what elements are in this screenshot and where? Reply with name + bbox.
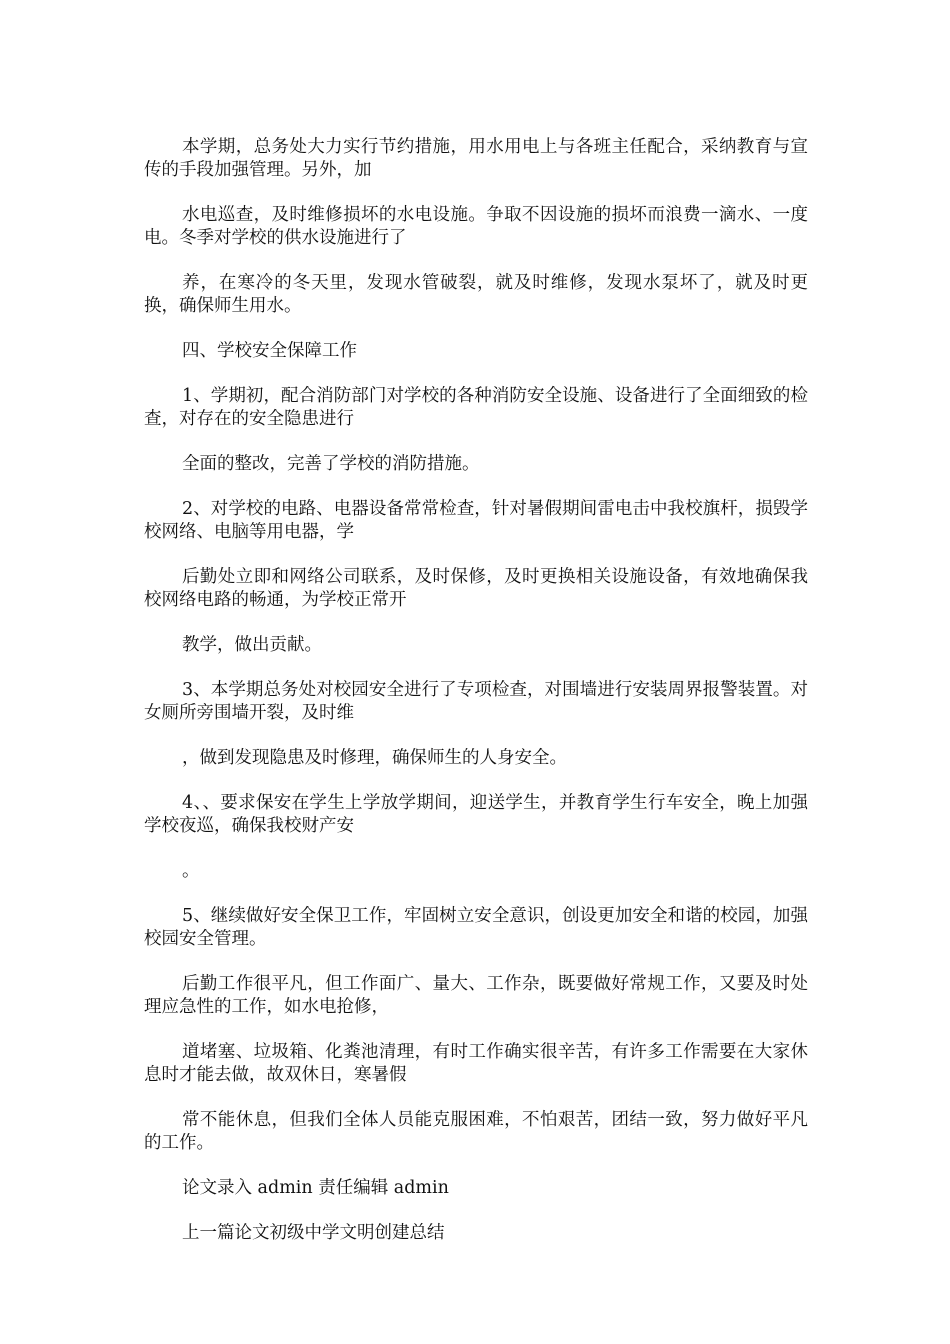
document-body — [144, 136, 808, 1267]
paragraph-11: ，做到发现隐患及时修理，确保师生的人身安全。 — [182, 748, 567, 768]
paragraph-3: 养，在寒冷的冬天里，发现水管破裂，就及时维修，发现水泵坏了，就及时更换，确保师生用水。 — [144, 273, 808, 316]
previous-article-link[interactable]: 上一篇论文初级中学文明创建总结 — [182, 1223, 445, 1243]
editor-credit: 论文录入 admin 责任编辑 admin — [182, 1178, 449, 1198]
paragraph-2: 水电巡查，及时维修损坏的水电设施。争取不因设施的损坏而浪费一滴水、一度电。冬季对学校的供水设施进行了 — [144, 205, 808, 248]
paragraph-6: 全面的整改，完善了学校的消防措施。 — [182, 454, 480, 474]
paragraph-16: 道堵塞、垃圾箱、化粪池清理，有时工作确实很辛苦，有许多工作需要在大家休息时才能去做，故双休日，寒暑假 — [144, 1042, 808, 1085]
paragraph-10: 3、本学期总务处对校园安全进行了专项检查，对围墙进行安装周界报警装置。对女厕所旁围墙开裂，及时维 — [144, 680, 808, 723]
paragraph-1: 本学期，总务处大力实行节约措施，用水用电上与各班主任配合，采纳教育与宣传的手段加强管理。另外，加 — [144, 137, 808, 180]
paragraph-5: 1、学期初，配合消防部门对学校的各种消防安全设施、设备进行了全面细致的检查，对存在的安全隐患进行 — [144, 386, 808, 429]
paragraph-12: 4、、要求保安在学生上学放学期间，迎送学生，并教育学生行车安全，晚上加强学校夜巡，确保我校财产安 — [144, 793, 808, 836]
section-heading-safety: 四、学校安全保障工作 — [182, 341, 357, 361]
paragraph-14: 5、继续做好安全保卫工作，牢固树立安全意识，创设更加安全和谐的校园，加强校园安全管理。 — [144, 906, 808, 949]
paragraph-13: 。 — [182, 861, 200, 881]
paragraph-15: 后勤工作很平凡，但工作面广、量大、工作杂，既要做好常规工作，又要及时处理应急性的工作，如水电抢修， — [144, 974, 808, 1017]
paragraph-7: 2、对学校的电路、电器设备常常检查，针对暑假期间雷电击中我校旗杆，损毁学校网络、电脑等用电器，学 — [144, 499, 808, 542]
paragraph-8: 后勤处立即和网络公司联系，及时保修，及时更换相关设施设备，有效地确保我校网络电路的畅通，为学校正常开 — [144, 567, 808, 610]
paragraph-9: 教学，做出贡献。 — [182, 635, 322, 655]
paragraph-17: 常不能休息，但我们全体人员能克服困难，不怕艰苦，团结一致，努力做好平凡的工作。 — [144, 1110, 808, 1153]
